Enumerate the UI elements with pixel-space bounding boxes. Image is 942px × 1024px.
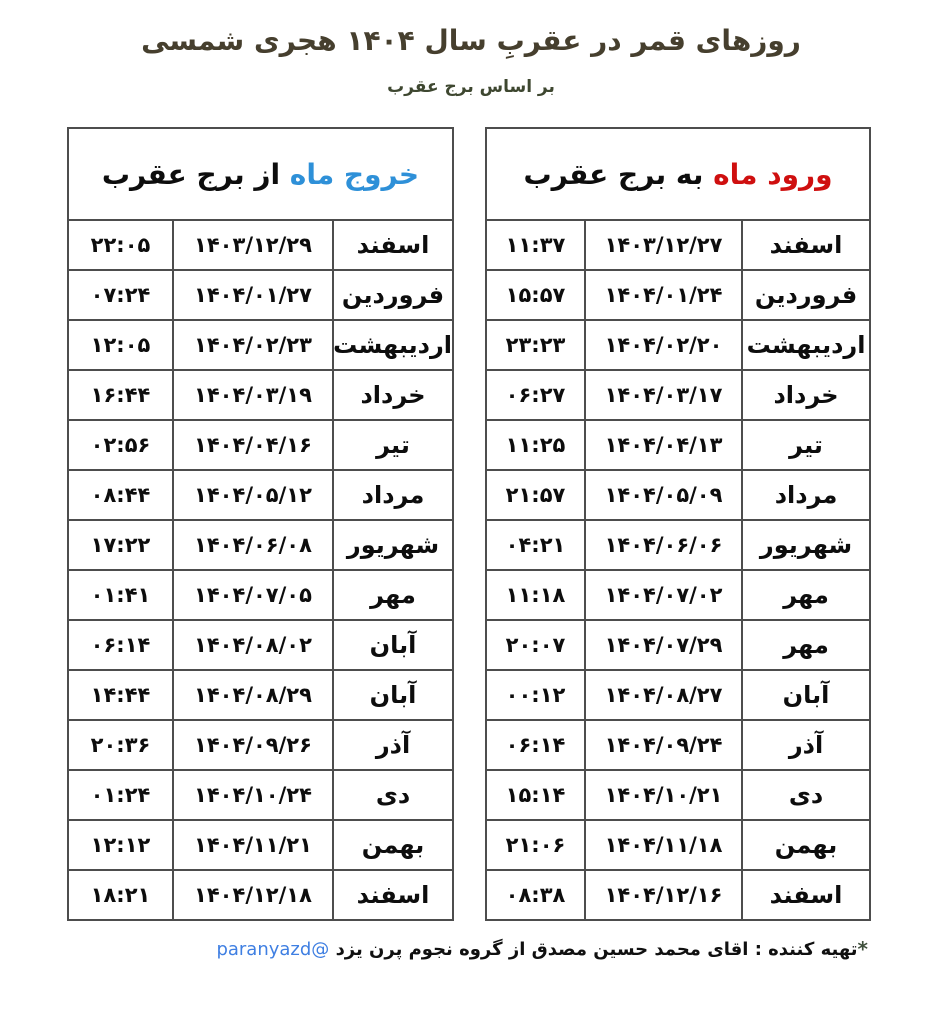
time-cell: ۱۷:۲۲ xyxy=(68,520,173,570)
date-cell: ۱۴۰۴/۰۷/۲۹ xyxy=(585,620,742,670)
month-cell: اسفند xyxy=(333,870,453,920)
table-row xyxy=(486,220,870,270)
entry-table-body xyxy=(486,220,870,920)
date-cell: ۱۴۰۴/۰۶/۰۶ xyxy=(585,520,742,570)
date-cell: ۱۴۰۴/۰۱/۲۷ xyxy=(173,270,333,320)
date-cell: ۱۴۰۴/۰۵/۱۲ xyxy=(173,470,333,520)
entry-table-title xyxy=(486,128,870,220)
table-row xyxy=(486,370,870,420)
time-cell: ۰۷:۲۴ xyxy=(68,270,173,320)
month-cell: اردیبهشت xyxy=(742,320,870,370)
table-row xyxy=(68,370,453,420)
time-cell: ۱۴:۴۴ xyxy=(68,670,173,720)
table-row xyxy=(486,520,870,570)
table-row xyxy=(68,870,453,920)
month-cell: مهر xyxy=(742,570,870,620)
time-cell: ۲۱:۵۷ xyxy=(486,470,585,520)
table-row xyxy=(486,570,870,620)
table-row xyxy=(486,670,870,720)
table-row xyxy=(68,770,453,820)
table-row xyxy=(486,720,870,770)
entry-title-rest: به برج عقرب xyxy=(523,157,714,191)
footer-credit xyxy=(0,937,868,961)
month-cell: تیر xyxy=(333,420,453,470)
time-cell: ۰۱:۲۴ xyxy=(68,770,173,820)
date-cell: ۱۴۰۴/۱۰/۲۱ xyxy=(585,770,742,820)
month-cell: دی xyxy=(742,770,870,820)
time-cell: ۱۱:۲۵ xyxy=(486,420,585,470)
exit-title-rest: از برج عقرب xyxy=(101,157,290,191)
month-cell: بهمن xyxy=(333,820,453,870)
month-cell: خرداد xyxy=(333,370,453,420)
table-row xyxy=(68,620,453,670)
date-cell: ۱۴۰۴/۰۴/۱۶ xyxy=(173,420,333,470)
month-cell: آبان xyxy=(333,670,453,720)
table-row xyxy=(68,270,453,320)
exit-table xyxy=(67,127,454,921)
date-cell: ۱۴۰۴/۰۲/۲۰ xyxy=(585,320,742,370)
date-cell: ۱۴۰۴/۰۳/۱۷ xyxy=(585,370,742,420)
date-cell: ۱۴۰۴/۱۱/۲۱ xyxy=(173,820,333,870)
table-row xyxy=(68,220,453,270)
date-cell: ۱۴۰۴/۰۲/۲۳ xyxy=(173,320,333,370)
time-cell: ۲۰:۳۶ xyxy=(68,720,173,770)
month-cell: خرداد xyxy=(742,370,870,420)
month-cell: اسفند xyxy=(742,220,870,270)
date-cell: ۱۴۰۴/۰۷/۰۵ xyxy=(173,570,333,620)
month-cell: مهر xyxy=(742,620,870,670)
tables-container xyxy=(67,127,942,921)
month-cell: تیر xyxy=(742,420,870,470)
table-row xyxy=(68,520,453,570)
table-row xyxy=(486,320,870,370)
date-cell: ۱۴۰۴/۰۷/۰۲ xyxy=(585,570,742,620)
time-cell: ۱۲:۱۲ xyxy=(68,820,173,870)
time-cell: ۰۸:۳۸ xyxy=(486,870,585,920)
table-row xyxy=(486,770,870,820)
table-row xyxy=(486,870,870,920)
exit-table-title xyxy=(68,128,453,220)
date-cell: ۱۴۰۴/۱۲/۱۸ xyxy=(173,870,333,920)
table-row xyxy=(486,470,870,520)
table-row xyxy=(68,720,453,770)
date-cell: ۱۴۰۴/۰۱/۲۴ xyxy=(585,270,742,320)
time-cell: ۱۸:۲۱ xyxy=(68,870,173,920)
table-row xyxy=(486,270,870,320)
date-cell: ۱۴۰۴/۰۳/۱۹ xyxy=(173,370,333,420)
table-row xyxy=(68,470,453,520)
month-cell: اسفند xyxy=(742,870,870,920)
time-cell: ۲۱:۰۶ xyxy=(486,820,585,870)
time-cell: ۱۵:۵۷ xyxy=(486,270,585,320)
month-cell: بهمن xyxy=(742,820,870,870)
table-row xyxy=(486,820,870,870)
month-cell: شهریور xyxy=(333,520,453,570)
date-cell: ۱۴۰۳/۱۲/۲۹ xyxy=(173,220,333,270)
date-cell: ۱۴۰۴/۰۸/۰۲ xyxy=(173,620,333,670)
month-cell: اسفند xyxy=(333,220,453,270)
date-cell: ۱۴۰۴/۰۵/۰۹ xyxy=(585,470,742,520)
time-cell: ۰۸:۴۴ xyxy=(68,470,173,520)
exit-title-highlight: خروج ماه xyxy=(289,157,420,191)
date-cell: ۱۴۰۴/۱۱/۱۸ xyxy=(585,820,742,870)
time-cell: ۲۲:۰۵ xyxy=(68,220,173,270)
time-cell: ۰۴:۲۱ xyxy=(486,520,585,570)
month-cell: آبان xyxy=(742,670,870,720)
time-cell: ۲۰:۰۷ xyxy=(486,620,585,670)
entry-table xyxy=(485,127,871,921)
time-cell: ۲۳:۲۳ xyxy=(486,320,585,370)
date-cell: ۱۴۰۴/۰۹/۲۴ xyxy=(585,720,742,770)
asterisk-icon: * xyxy=(857,937,868,961)
time-cell: ۱۲:۰۵ xyxy=(68,320,173,370)
time-cell: ۰۰:۱۲ xyxy=(486,670,585,720)
month-cell: آبان xyxy=(333,620,453,670)
table-row xyxy=(486,420,870,470)
date-cell: ۱۴۰۴/۰۸/۲۹ xyxy=(173,670,333,720)
time-cell: ۰۲:۵۶ xyxy=(68,420,173,470)
month-cell: مهر xyxy=(333,570,453,620)
page-subtitle: بر اساس برج عقرب xyxy=(387,77,555,97)
exit-table-body xyxy=(68,220,453,920)
table-row xyxy=(68,670,453,720)
entry-table-header-row xyxy=(486,128,870,220)
entry-title-highlight: ورود ماه xyxy=(713,157,833,191)
time-cell: ۰۶:۱۴ xyxy=(68,620,173,670)
date-cell: ۱۴۰۴/۰۶/۰۸ xyxy=(173,520,333,570)
date-cell: ۱۴۰۳/۱۲/۲۷ xyxy=(585,220,742,270)
month-cell: آذر xyxy=(742,720,870,770)
table-row xyxy=(68,820,453,870)
credit-text: تهیه کننده : اقای محمد حسین مصدق از گروه نجوم پرن یزد xyxy=(329,939,858,960)
month-cell: اردیبهشت xyxy=(333,320,453,370)
time-cell: ۱۱:۱۸ xyxy=(486,570,585,620)
month-cell: شهریور xyxy=(742,520,870,570)
page-title: روزهای قمر در عقربِ سال ۱۴۰۴ هجری شمسی xyxy=(141,24,801,57)
time-cell: ۱۱:۳۷ xyxy=(486,220,585,270)
month-cell: مرداد xyxy=(742,470,870,520)
time-cell: ۱۵:۱۴ xyxy=(486,770,585,820)
exit-table-header-row xyxy=(68,128,453,220)
time-cell: ۰۶:۲۷ xyxy=(486,370,585,420)
date-cell: ۱۴۰۴/۰۹/۲۶ xyxy=(173,720,333,770)
table-row xyxy=(486,620,870,670)
date-cell: ۱۴۰۴/۱۰/۲۴ xyxy=(173,770,333,820)
month-cell: مرداد xyxy=(333,470,453,520)
table-row xyxy=(68,420,453,470)
telegram-handle: @paranyazd xyxy=(216,939,330,960)
time-cell: ۰۶:۱۴ xyxy=(486,720,585,770)
time-cell: ۰۱:۴۱ xyxy=(68,570,173,620)
month-cell: فروردین xyxy=(742,270,870,320)
table-row xyxy=(68,320,453,370)
table-row xyxy=(68,570,453,620)
date-cell: ۱۴۰۴/۱۲/۱۶ xyxy=(585,870,742,920)
time-cell: ۱۶:۴۴ xyxy=(68,370,173,420)
date-cell: ۱۴۰۴/۰۴/۱۳ xyxy=(585,420,742,470)
date-cell: ۱۴۰۴/۰۸/۲۷ xyxy=(585,670,742,720)
month-cell: دی xyxy=(333,770,453,820)
month-cell: آذر xyxy=(333,720,453,770)
month-cell: فروردین xyxy=(333,270,453,320)
